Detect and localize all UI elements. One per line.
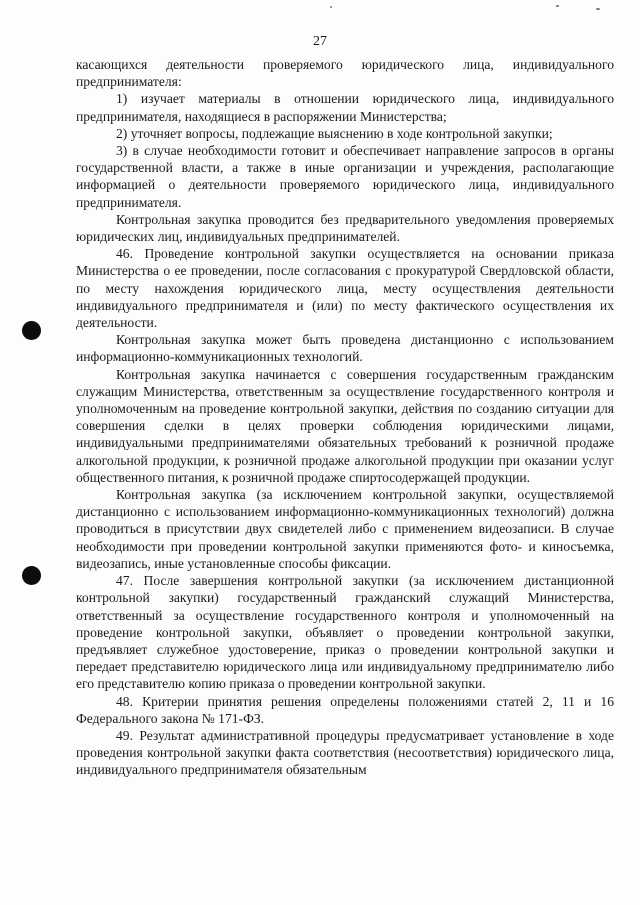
page-number: 27 — [313, 34, 327, 49]
scan-speck — [556, 5, 559, 7]
paragraph-item-2: 2) уточняет вопросы, подлежащие выяснению в ходе контрольной закупки; — [116, 125, 553, 141]
paragraph-47: 47. После завершения контрольной закупки (за исключением дистанционной контрольной закупки) государственный гражданский служащий Министерства, ответственный за осуществление государственного контроля и уполномоченный на проведение контрольной закупки, объявляет о проведении контрольной закупки, предъявляет служебное удостоверение, приказ о проведении контрольной закупки и передает представителю юридического лица или индивидуальному предпринимателю либо его представителю копию приказа о проведении контрольной закупки. — [76, 573, 614, 692]
paragraph-no-notice: Контрольная закупка проводится без предварительного уведомления проверяемых юридических лиц, индивидуальных предпринимателей. — [76, 211, 614, 245]
paragraph-remote-purchase: Контрольная закупка может быть проведена дистанционно с использованием информационно-коммуникационных технологий. — [76, 332, 614, 365]
scan-speck — [596, 8, 600, 10]
paragraph-46: 46. Проведение контрольной закупки осуществляется на основании приказа Министерства о ее проведении, после согласования с прокуратурой Свердловской области, по месту нахождения юридического лица, месту осуществления деятельности индивидуального предпринимателя и (или) по месту фактического осуществления их деятельности. — [76, 246, 614, 331]
paragraph-49: 49. Результат административной процедуры предусматривает установление в ходе проведения контрольной закупки факта соответствия (несоответствия) юридического лица, индивидуального предпринимателя обязательным — [76, 727, 614, 778]
paragraph-item-3: 3) в случае необходимости готовит и обеспечивает направление запросов в органы государственной власти, а также в иные организации и учреждения, располагающие информацией о деятельности проверяемого юридического лица, индивидуального предпринимателя. — [76, 143, 614, 210]
paragraph-48: 48. Критерии принятия решения определены положениями статей 2, 11 и 16 Федерального закона № 171-ФЗ. — [76, 693, 614, 726]
document-body — [76, 56, 614, 779]
paragraph-purchase-start: Контрольная закупка начинается с совершения государственным гражданским служащим Министерства, ответственным за осуществление государственного контроля и уполномоченным на проведение контрольной закупки, действия по созданию ситуации для совершения сделки в целях проверки соблюдения юридическими лицами, индивидуальными предпринимателями обязательных требований к розничной продаже алкогольной продукции, к розничной продаже алкогольной продукции при оказании услуг общественного питания, к розничной продаже спиртосодержащей продукции. — [76, 366, 614, 485]
punch-hole-upper — [22, 321, 41, 340]
paragraph-witnesses: Контрольная закупка (за исключением контрольной закупки, осуществляемой дистанционно с использованием информационно-коммуникационных технологий) должна проводиться в присутствии двух свидетелей либо с применением видеозаписи. В случае необходимости при проведении контрольной закупки применяются фото- и киносъемка, видеозапись, иные установленные способы фиксации. — [76, 487, 614, 571]
paragraph-continuation: касающихся деятельности проверяемого юридического лица, индивидуального предпринимателя: — [76, 57, 614, 90]
punch-hole-lower — [22, 566, 41, 585]
scan-speck — [330, 6, 332, 8]
paragraph-item-1: 1) изучает материалы в отношении юридического лица, индивидуального предпринимателя, находящиеся в распоряжении Министерства; — [76, 91, 614, 124]
